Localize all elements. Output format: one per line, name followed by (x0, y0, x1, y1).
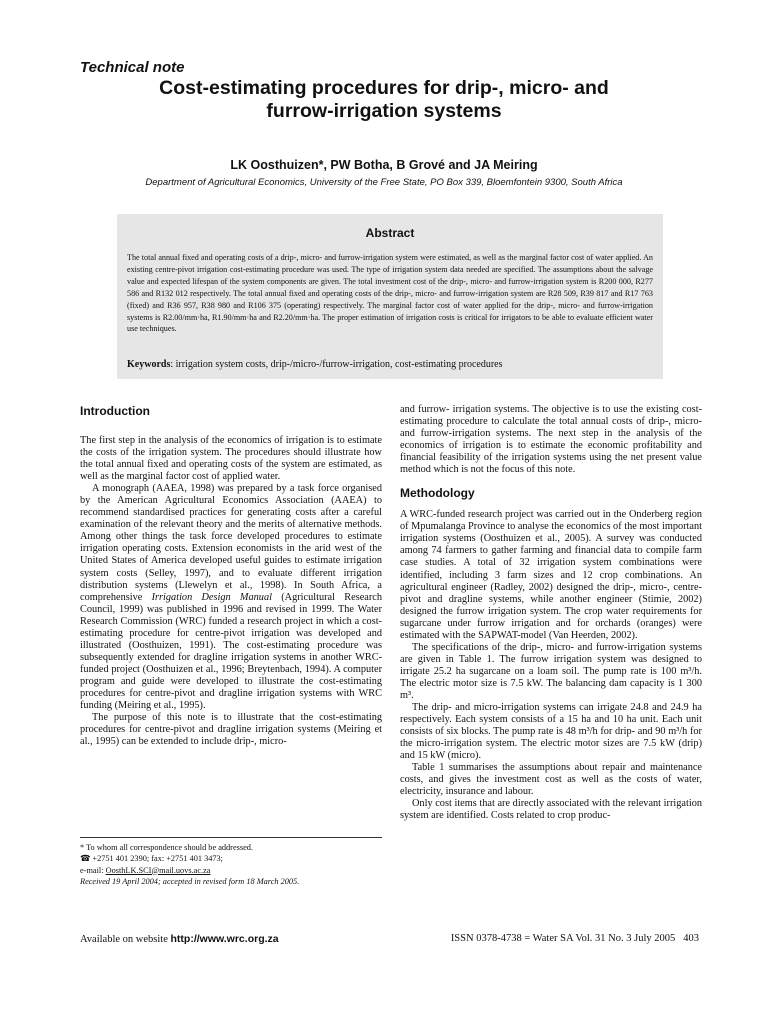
section-heading-methodology: Methodology (400, 486, 475, 501)
intro-paragraph-2-part-b: (Agricultural Research Council, 1999) was published in 1996 and revised in 1999. The Water Research Commission (WRC) funded a research project in which a cost-estimating procedure for centre-pivot irrigation was developed and illustrated (Oosthuizen, 1991). The cost-estimating procedure was subsequently extended for dragline irrigation systems in another WRC-funded project (Oosthuizen et al., 1996; Breytenbach, 1994). A computer program and guide were developed to illustrate the cost-estimating procedures for centre-pivot and dragline irrigation systems with WRC funding (Meiring et al., 1995). (80, 591, 382, 712)
email-link[interactable]: OosthLK.SCI@mail.uovs.ac.za (105, 865, 211, 875)
abstract-heading: Abstract (365, 226, 415, 240)
intro-paragraph-2-part-a: A monograph (AAEA, 1998) was prepared by a task force organised by the American Agricultural Economics Association (AAEA) to recommend standardised practices for generating costs after a careful examination of the relevant theory and the merits of alternative methods. Among other things the task force developed procedures to estimate irrigation operating costs. Extension economists in the arid west of the United States of America developed useful guides to estimate irrigation system costs (Selley, 1997), and to evaluate different irrigation distribution systems (Llewelyn et al., 1998). In South Africa, a comprehensive (80, 483, 382, 603)
journal-issn: ISSN 0378-4738 = Water SA Vol. 31 No. 3 July 2005 (450, 933, 676, 944)
abstract-box (117, 214, 663, 379)
article-title (60, 77, 708, 123)
keywords-label: Keywords (127, 359, 171, 370)
section-heading-introduction: Introduction (80, 404, 150, 418)
page-number: 403 (683, 933, 699, 944)
method-paragraph-5: Only cost items that are directly associated with the relevant irrigation system are identified. Costs related to crop produc- (400, 798, 702, 822)
author-list: LK Oosthuizen*, PW Botha, B Grové and JA Meiring (230, 158, 538, 172)
website-label: Available on website (80, 934, 171, 945)
abstract-text: The total annual fixed and operating costs of a drip-, micro- and furrow-irrigation system were estimated, as well as the marginal factor cost of water applied. An existing centre-pivot irrigation cost-estimating procedure was used. The type of irrigation system data needed are specified. The assumptions about the salvage value and expected lifespan of the system components are given. The total investment cost of the drip-, micro- and furrow-irrigation system is R200 000, R277 586 and R132 012 respectively. The total annual fixed and operating costs of the drip-, micro- and furrow-irrigation system are R28 509, R39 817 and R17 763 (fixed) and R36 957, R38 980 and R106 375 (operating) respectively. The marginal factor cost of water applied for the drip-, micro- and furrow-irrigation systems is R2.00/mm·ha, R1.90/mm·ha and R2.20/mm·ha. The proper estimation of irrigation costs is critical for irrigators to be able to evaluate efficient water use techniques. (127, 253, 653, 334)
phone-fax: ☎ +2751 401 2390; fax: +2751 401 3473; (80, 854, 223, 864)
right-column (400, 404, 702, 823)
manual-title: Irrigation Design Manual (151, 591, 272, 603)
footnote-divider (80, 837, 382, 838)
keywords-list: : irrigation system costs, drip-/micro-/furrow-irrigation, cost-estimating procedures (170, 359, 503, 370)
method-paragraph-4: Table 1 summarises the assumptions about repair and maintenance costs, and gives the investment cost as well as the costs of water, electricity, insurance and labour. (400, 762, 702, 798)
email-line (80, 865, 382, 876)
method-paragraph-3: The drip- and micro-irrigation systems can irrigate 24.8 and 24.9 ha respectively. Each system consists of a 15 ha and 10 ha unit. Each unit consists of six blocks. The pump rate is 48 m³/h for drip- and 90 m³/h for the micro-irrigation system. The electric motor sizes are 7.5 kW (drip) and 15 kW (micro). (400, 702, 702, 762)
footnotes (80, 842, 382, 887)
footer-citation (451, 933, 699, 944)
website-link[interactable]: http://www.wrc.org.za (170, 933, 279, 945)
title-line-2: furrow-irrigation systems (266, 100, 502, 122)
method-paragraph-2: The specifications of the drip-, micro- and furrow-irrigation systems are given in Table 1. The furrow irrigation system was designed to irrigate 25.2 ha sugarcane on a loam soil. The pump rate is 100 m³/h. The electric motor size is 7.5 kW. The balancing dam capacity is 1 300 m³. (400, 641, 702, 701)
left-column (80, 404, 382, 748)
title-line-1: Cost-estimating procedures for drip-, micro- and (159, 77, 609, 99)
intro-paragraph-3: The purpose of this note is to illustrate that the cost-estimating procedures for centre-pivot and dragline irrigation systems (Meiring et al., 1995) can be extended to include drip-, micro- (80, 712, 382, 748)
author-affiliation: Department of Agricultural Economics, University of the Free State, PO Box 339, Bloemfontein 9300, South Africa (145, 177, 623, 188)
intro-paragraph-continued: and furrow- irrigation systems. The objective is to use the existing cost-estimating procedure to calculate the total annual costs of drip-, micro- and furrow-irrigation systems. The next step in the analysis of the economics of irrigation is to estimate the economic profitability and financial feasibility of the irrigation systems using the net present value method which is not the focus of this note. (400, 404, 702, 476)
method-paragraph-1: A WRC-funded research project was carried out in the Onderberg region of Mpumalanga Province to analyse the economics of the most important irrigation systems (Oosthuizen et al., 2005). A survey was conducted among 74 farmers to gather farming and financial data to compile farm case studies. A total of 32 irrigation system combinations were identified, including 3 farm sizes and 12 crop combinations. An agricultural engineer (Radley, 2002) designed the drip-, micro-, centre-pivot and dragline systems, while another engineer (Stimie, 2002) designed the furrow irrigation system. The crop water requirements for sugarcane under furrow irrigation and for orchards (oranges) were estimated with the SAPWAT-model (Van Heerden, 2002). (400, 509, 702, 641)
correspondence-note: * To whom all correspondence should be addressed. (80, 843, 253, 852)
email-label: e-mail: (80, 865, 106, 875)
received-dates: Received 19 April 2004; accepted in revised form 18 March 2005. (80, 876, 300, 886)
keywords-line (127, 359, 653, 370)
intro-paragraph-1: The first step in the analysis of the economics of irrigation is to estimate the costs of the irrigation system. The procedures should illustrate how the total annual fixed and operating costs of the system are estimated, as well as the marginal factor cost of applied water. (80, 435, 382, 483)
article-type-label: Technical note (80, 59, 185, 76)
footer-website (80, 933, 279, 945)
intro-paragraph-2 (80, 483, 382, 712)
